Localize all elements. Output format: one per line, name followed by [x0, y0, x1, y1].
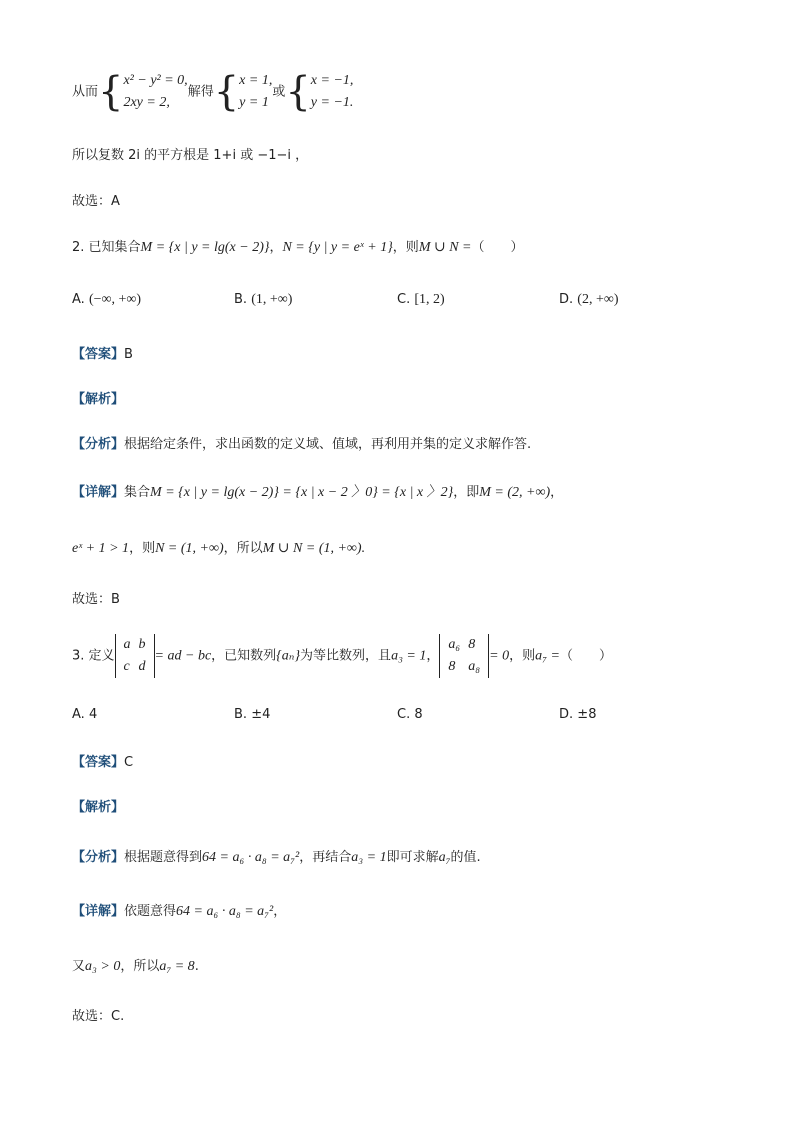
q2-option-a: A. (−∞, +∞)	[72, 292, 142, 307]
q2-analysis-tag: 【解析】	[72, 392, 125, 407]
answer-value: B	[124, 347, 133, 362]
sys1-row2: 2xy = 2,	[123, 95, 170, 110]
system-equations-3: { x = −1, y = −1.	[285, 69, 354, 115]
q2-stem-suffix: ，则	[392, 240, 419, 255]
q3-detail-1: 【详解】依题意得64 = a₆ · a₈ = a₇²，	[72, 904, 287, 919]
condition: a₃ = 1	[391, 648, 427, 664]
sys2-row2: y = 1	[239, 95, 269, 110]
q2-ask: M ∪ N =	[418, 240, 472, 255]
answer-tag: 【答案】	[72, 347, 125, 362]
q2-detail-2: eˣ + 1 > 1，则N = (1, +∞)，所以M ∪ N = (1, +∞).	[72, 541, 366, 556]
q3-detail-2: 又a₃ > 0，所以a₇ = 8.	[72, 959, 199, 974]
q1-conclusion: 所以复数 2i 的平方根是 1+i 或 −1−i ，	[72, 148, 309, 163]
q2-detail-1: 【详解】集合M = {x | y = lg(x − 2)} = {x | x − 2 〉0} = {x | x 〉2}，即M = (2, +∞)，	[72, 485, 564, 500]
q2-choice: 故选：B	[72, 592, 120, 607]
sys2-row1: x = 1,	[239, 73, 273, 88]
q3-stem-mid: ，已知数列	[211, 648, 277, 664]
q3-option-b: B. ±4	[234, 707, 271, 722]
q1-solution-line	[72, 70, 353, 114]
q3-sep: ，	[426, 648, 440, 664]
q2-answer	[72, 343, 133, 362]
solve-label: 解得	[187, 84, 214, 100]
q2-fenxi: 【分析】根据给定条件，求出函数的定义域、值域，再利用并集的定义求解作答.	[72, 437, 532, 452]
sys3-row2: y = −1.	[310, 95, 354, 110]
q2-option-c: C. [1, 2)	[397, 292, 445, 307]
q3-stem-prefix: 3. 定义	[72, 648, 115, 664]
determinant-condition: a₆ 8 8 a₈	[439, 634, 489, 678]
q3-option-c: C. 8	[397, 707, 423, 722]
q2-option-b: B. (1, +∞)	[234, 292, 293, 307]
q3-ask: a₇ =	[535, 648, 560, 664]
or-label: 或	[272, 84, 286, 100]
q2-stem-prefix: 2. 已知集合	[72, 240, 141, 255]
q3-stem	[72, 634, 612, 678]
q3-stem-suffix: ，则	[509, 648, 536, 664]
q2-set-m: M = {x | y = lg(x − 2)}	[140, 240, 270, 255]
det2-rhs: = 0	[489, 648, 510, 664]
q2-stem	[72, 236, 524, 256]
sys3-row1: x = −1,	[310, 73, 354, 88]
q2-set-n: N = {y | y = eˣ + 1}	[282, 240, 393, 255]
q2-sep: ，	[269, 240, 283, 255]
system-equations-2: { x = 1, y = 1	[213, 69, 273, 115]
sys1-row1: x² − y² = 0,	[123, 73, 188, 88]
q3-choice: 故选：C.	[72, 1009, 125, 1024]
q3-analysis-tag: 【解析】	[72, 800, 125, 815]
q3-stem-mid2: 为等比数列，且	[300, 648, 392, 664]
sequence: {aₙ}	[276, 648, 301, 664]
def-rhs: = ad − bc	[154, 648, 212, 664]
system-equations-1: { x² − y² = 0, 2xy = 2,	[98, 69, 188, 115]
q1-choice: 故选：A	[72, 194, 120, 209]
q3-option-d: D. ±8	[559, 707, 597, 722]
text-prefix: 从而	[72, 84, 99, 100]
determinant-definition: a b c d	[115, 634, 155, 678]
q3-answer: 【答案】C	[72, 755, 134, 770]
q3-blank: （ ）	[559, 648, 612, 664]
q3-fenxi: 【分析】根据题意得到64 = a₆ · a₈ = a₇²，再结合a₃ = 1即可求解a₇的值.	[72, 850, 481, 865]
q2-blank: （ ）	[471, 240, 524, 255]
q3-option-a: A. 4	[72, 707, 98, 722]
q2-option-d: D. (2, +∞)	[559, 292, 619, 307]
